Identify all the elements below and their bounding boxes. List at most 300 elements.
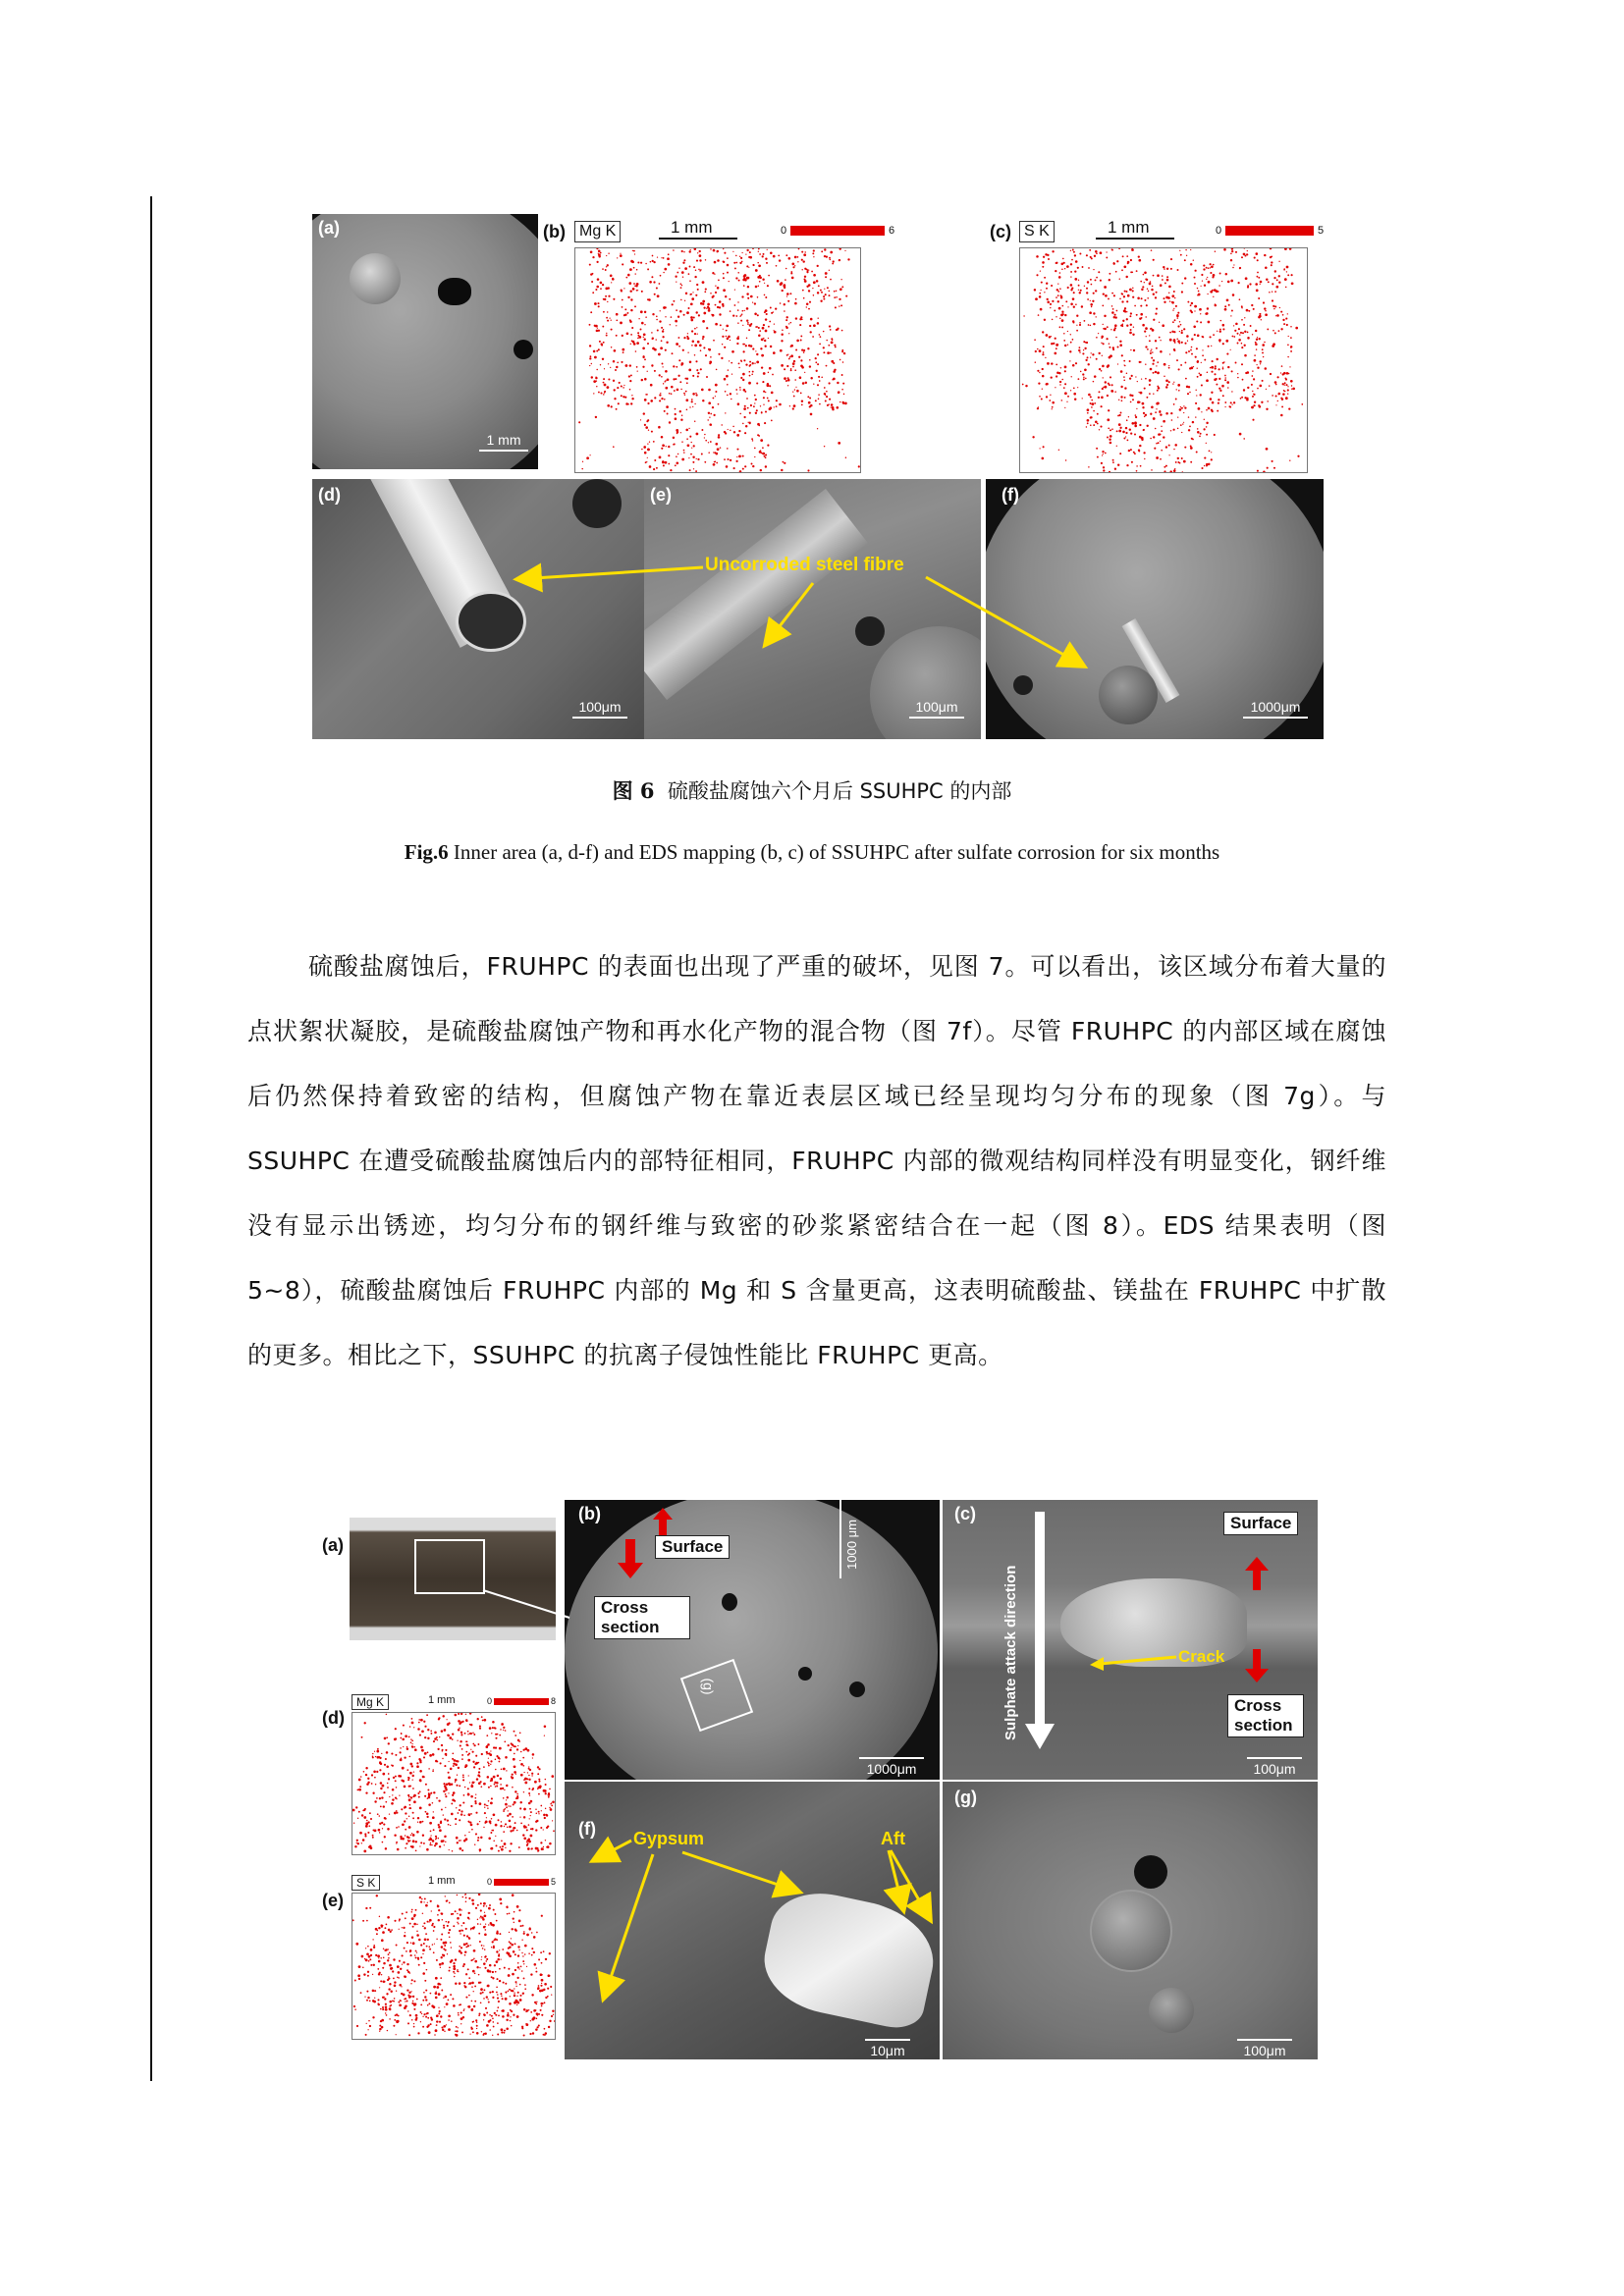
eds-dot <box>450 1825 451 1826</box>
eds-dot <box>423 1756 425 1758</box>
eds-dot <box>515 1986 516 1987</box>
eds-dot <box>687 444 690 447</box>
eds-dot <box>1272 305 1274 307</box>
eds-dot <box>1282 314 1284 316</box>
eds-dot <box>1074 270 1076 272</box>
eds-dot <box>467 1734 468 1735</box>
eds-dot <box>1079 252 1081 254</box>
eds-dot <box>727 338 730 341</box>
eds-dot <box>480 1993 482 1995</box>
eds-dot <box>552 1820 553 1821</box>
eds-dot <box>1233 336 1235 338</box>
eds-dot <box>422 1821 424 1823</box>
eds-dot <box>1088 324 1090 326</box>
eds-dot <box>508 1974 511 1977</box>
eds-dot <box>1262 344 1265 347</box>
eds-dot <box>1108 364 1110 367</box>
eds-dot <box>1274 270 1276 272</box>
eds-dot <box>686 438 688 440</box>
eds-dot <box>1252 391 1253 392</box>
eds-dot <box>1203 428 1205 430</box>
eds-dot <box>705 354 707 356</box>
eds-dot <box>662 366 663 367</box>
eds-dot <box>478 1974 480 1976</box>
eds-dot <box>798 356 800 358</box>
eds-dot <box>383 1791 385 1793</box>
eds-dot <box>736 343 738 345</box>
eds-dot <box>465 1714 466 1715</box>
eds-dot <box>596 286 599 289</box>
eds-dot <box>624 308 626 310</box>
eds-dot <box>623 351 624 353</box>
eds-dot <box>479 1728 481 1730</box>
eds-dot <box>537 1988 539 1990</box>
eds-dot <box>388 1976 389 1977</box>
eds-dot <box>1147 297 1149 299</box>
eds-dot <box>481 1956 482 1957</box>
eds-dot <box>1131 461 1133 463</box>
eds-dot <box>462 1801 464 1803</box>
eds-dot <box>1039 295 1042 298</box>
eds-dot <box>383 1824 385 1826</box>
eds-dot <box>521 1952 522 1953</box>
eds-dot <box>828 345 830 347</box>
eds-dot <box>761 411 763 413</box>
eds-dot <box>1144 282 1145 283</box>
eds-dot <box>722 336 724 338</box>
eds-dot <box>519 1995 521 1997</box>
eds-dot <box>495 2014 497 2016</box>
eds-dot <box>753 405 755 407</box>
eds-dot <box>1220 320 1221 321</box>
eds-dot <box>490 1832 492 1834</box>
eds-dot <box>395 1780 397 1782</box>
eds-dot <box>1177 384 1180 387</box>
eds-dot <box>1274 381 1277 384</box>
eds-dot <box>1123 438 1125 440</box>
eds-dot <box>488 2020 491 2023</box>
eds-dot <box>1022 384 1024 386</box>
eds-dot <box>458 1971 460 1973</box>
eds-dot <box>1195 390 1196 391</box>
eds-dot <box>603 378 605 380</box>
eds-dot <box>1280 311 1282 313</box>
eds-dot <box>769 321 771 323</box>
eds-dot <box>780 349 783 352</box>
eds-dot <box>406 1836 408 1838</box>
fig6-d-scalebar <box>572 699 627 719</box>
eds-dot <box>821 292 823 294</box>
eds-dot <box>667 378 670 381</box>
eds-dot <box>1064 383 1066 385</box>
eds-dot <box>738 362 740 364</box>
eds-dot <box>406 2001 408 2002</box>
eds-dot <box>379 2031 380 2032</box>
eds-dot <box>755 412 757 414</box>
eds-dot <box>1079 322 1081 324</box>
eds-dot <box>394 1981 396 1983</box>
eds-dot <box>404 1756 406 1758</box>
eds-dot <box>366 1820 368 1822</box>
eds-dot <box>433 1951 435 1953</box>
eds-dot <box>369 1845 372 1848</box>
eds-dot <box>820 336 822 338</box>
eds-dot <box>697 372 699 374</box>
eds-dot <box>765 330 768 333</box>
eds-dot <box>688 457 689 458</box>
eds-dot <box>429 1919 432 1922</box>
eds-dot <box>406 1842 407 1844</box>
eds-dot <box>544 1983 547 1986</box>
eds-dot <box>397 1965 400 1968</box>
eds-dot <box>1061 326 1063 328</box>
eds-dot <box>455 1782 456 1783</box>
eds-dot <box>486 2012 488 2014</box>
eds-dot <box>1166 384 1168 386</box>
eds-dot <box>1204 419 1205 420</box>
eds-dot <box>433 1769 434 1770</box>
eds-dot <box>458 1923 460 1925</box>
eds-dot <box>504 1740 506 1742</box>
eds-dot <box>1129 360 1131 362</box>
eds-dot <box>411 1917 414 1920</box>
eds-dot <box>1170 258 1172 260</box>
eds-dot <box>1172 383 1173 384</box>
eds-dot <box>399 1794 400 1795</box>
eds-dot <box>514 1731 515 1733</box>
eds-dot <box>449 1902 451 1904</box>
eds-dot <box>545 1808 546 1809</box>
eds-dot <box>531 1828 533 1830</box>
eds-dot <box>1174 342 1176 344</box>
eds-dot <box>796 390 799 393</box>
eds-dot <box>412 1996 414 1998</box>
eds-dot <box>374 1830 377 1833</box>
eds-dot <box>1051 285 1053 287</box>
eds-dot <box>659 320 661 322</box>
eds-dot <box>519 1801 521 1803</box>
eds-dot <box>480 1909 482 1911</box>
eds-dot <box>668 263 671 266</box>
eds-dot <box>1093 424 1095 426</box>
eds-dot <box>1179 462 1181 464</box>
eds-dot <box>1070 284 1073 287</box>
eds-dot <box>670 469 672 471</box>
eds-dot <box>415 1909 417 1911</box>
eds-dot <box>374 1800 376 1802</box>
eds-dot <box>1200 321 1202 323</box>
eds-dot <box>781 364 784 367</box>
eds-dot <box>498 2014 500 2016</box>
eds-dot <box>629 319 631 321</box>
eds-dot <box>1110 435 1112 438</box>
eds-dot <box>803 351 805 353</box>
eds-dot <box>738 430 740 432</box>
eds-dot <box>364 1833 366 1835</box>
eds-dot <box>534 1963 537 1966</box>
eds-dot <box>358 1811 360 1813</box>
eds-dot <box>1059 381 1061 383</box>
eds-dot <box>712 314 715 317</box>
eds-dot <box>1088 363 1090 365</box>
eds-dot <box>476 2028 477 2029</box>
eds-dot <box>757 262 759 264</box>
eds-dot <box>768 326 770 328</box>
eds-dot <box>1067 306 1068 307</box>
eds-dot <box>382 1785 385 1788</box>
eds-dot <box>590 355 592 357</box>
eds-dot <box>776 265 778 267</box>
eds-dot <box>1145 363 1146 364</box>
eds-dot <box>438 1909 440 1911</box>
eds-dot <box>1265 367 1268 370</box>
eds-dot <box>517 1745 518 1746</box>
eds-dot <box>1261 319 1262 320</box>
eds-dot <box>497 2034 499 2036</box>
eds-dot <box>528 1841 531 1843</box>
eds-dot <box>712 296 714 298</box>
eds-dot <box>717 287 720 290</box>
eds-dot <box>496 1978 498 1980</box>
eds-dot <box>437 1739 438 1740</box>
eds-dot <box>1112 461 1114 463</box>
eds-dot <box>683 393 685 395</box>
eds-dot <box>385 2006 388 2009</box>
eds-dot <box>474 1843 475 1844</box>
eds-dot <box>501 1821 503 1823</box>
eds-dot <box>1061 400 1063 401</box>
eds-dot <box>475 1812 477 1814</box>
fig7-c-label: (c) <box>954 1504 976 1523</box>
eds-dot <box>367 1832 369 1834</box>
eds-dot <box>482 1720 484 1722</box>
eds-dot <box>605 288 608 291</box>
eds-dot <box>603 394 605 396</box>
eds-dot <box>790 322 792 324</box>
eds-dot <box>507 1913 509 1915</box>
eds-dot <box>410 1996 412 1998</box>
eds-dot <box>628 375 630 377</box>
eds-dot <box>466 1935 468 1937</box>
eds-dot <box>444 1836 446 1838</box>
eds-dot <box>1169 332 1171 334</box>
eds-dot <box>1214 378 1217 381</box>
eds-dot <box>523 1837 526 1840</box>
eds-dot <box>1111 384 1113 386</box>
eds-dot <box>1277 376 1279 378</box>
eds-dot <box>363 1850 366 1853</box>
eds-dot <box>418 1939 421 1942</box>
eds-dot <box>430 1993 432 1995</box>
eds-dot <box>398 1775 401 1778</box>
eds-dot <box>501 1959 502 1960</box>
eds-dot <box>408 1798 411 1801</box>
eds-dot <box>1076 330 1078 332</box>
eds-dot <box>522 1765 524 1767</box>
eds-dot <box>500 1902 502 1904</box>
eds-dot <box>665 387 668 390</box>
eds-dot <box>1195 402 1197 404</box>
eds-dot <box>829 382 831 384</box>
eds-dot <box>645 316 647 318</box>
eds-dot <box>673 437 675 439</box>
eds-dot <box>1086 342 1088 344</box>
eds-dot <box>1130 324 1132 326</box>
eds-dot <box>388 1957 390 1959</box>
eds-dot <box>421 1730 424 1733</box>
eds-dot <box>402 1963 403 1964</box>
eds-dot <box>692 406 693 407</box>
eds-dot <box>1260 281 1263 284</box>
eds-dot <box>428 1793 431 1796</box>
eds-dot <box>431 2004 434 2007</box>
eds-dot <box>1219 329 1221 331</box>
eds-dot <box>523 1772 524 1773</box>
eds-dot <box>1190 461 1192 463</box>
eds-dot <box>801 400 803 401</box>
eds-dot <box>378 1957 379 1958</box>
eds-dot <box>1222 328 1224 330</box>
eds-dot <box>512 1787 514 1789</box>
eds-dot <box>608 252 609 253</box>
eds-dot <box>763 253 765 255</box>
eds-dot <box>1149 393 1151 395</box>
fig6-b-legend-min: 0 <box>781 225 787 237</box>
eds-dot <box>373 1947 375 1949</box>
eds-dot <box>483 1989 485 1991</box>
eds-dot <box>727 384 729 386</box>
eds-dot <box>481 2031 482 2032</box>
eds-dot <box>435 1836 437 1838</box>
eds-dot <box>1161 450 1163 452</box>
eds-dot <box>421 2013 422 2014</box>
eds-dot <box>507 2012 509 2014</box>
eds-dot <box>453 2004 456 2007</box>
eds-dot <box>1208 281 1211 284</box>
eds-dot <box>1166 279 1169 282</box>
eds-dot <box>366 1783 369 1786</box>
eds-dot <box>841 401 843 403</box>
eds-dot <box>1143 429 1144 430</box>
eds-dot <box>1135 414 1137 416</box>
eds-dot <box>829 399 831 400</box>
eds-dot <box>1130 349 1131 350</box>
eds-dot <box>1210 398 1213 400</box>
eds-dot <box>1197 288 1198 289</box>
eds-dot <box>413 1800 416 1803</box>
eds-dot <box>1211 392 1213 394</box>
eds-dot <box>536 1813 538 1815</box>
eds-dot <box>596 380 598 382</box>
eds-dot <box>460 1804 461 1806</box>
eds-dot <box>1073 393 1076 396</box>
eds-dot <box>726 325 729 328</box>
eds-dot <box>449 1929 451 1931</box>
eds-dot <box>506 1799 507 1800</box>
eds-dot <box>470 2027 472 2029</box>
eds-dot <box>1072 249 1074 251</box>
eds-dot <box>1060 367 1061 368</box>
fig7-panel-e <box>350 1875 556 2040</box>
eds-dot <box>379 2025 381 2027</box>
eds-dot <box>778 255 780 257</box>
eds-dot <box>512 1816 514 1818</box>
eds-dot <box>1075 303 1077 305</box>
eds-dot <box>402 1954 404 1956</box>
eds-dot <box>419 1759 421 1761</box>
eds-dot <box>723 248 724 249</box>
eds-dot <box>671 316 673 318</box>
eds-dot <box>432 1816 435 1819</box>
eds-dot <box>748 267 749 268</box>
eds-dot <box>499 1968 501 1970</box>
eds-dot <box>387 2030 388 2031</box>
eds-dot <box>744 432 746 434</box>
eds-dot <box>419 1780 421 1782</box>
eds-dot <box>701 454 703 455</box>
eds-dot <box>407 1777 409 1779</box>
eds-dot <box>479 1941 481 1943</box>
eds-dot <box>769 367 772 370</box>
eds-dot <box>355 1806 357 1808</box>
eds-dot <box>713 340 715 342</box>
eds-dot <box>677 316 679 318</box>
eds-dot <box>473 2021 474 2022</box>
eds-dot <box>817 292 819 294</box>
eds-dot <box>787 353 788 354</box>
eds-dot <box>356 1840 358 1842</box>
eds-dot <box>841 286 843 288</box>
eds-dot <box>718 436 721 439</box>
eds-dot <box>1267 328 1269 330</box>
eds-dot <box>436 1939 437 1940</box>
eds-dot <box>1253 308 1255 310</box>
eds-dot <box>643 355 645 357</box>
eds-dot <box>1264 254 1266 256</box>
eds-dot <box>372 2016 374 2018</box>
eds-dot <box>420 1842 422 1843</box>
eds-dot <box>832 408 834 410</box>
eds-dot <box>603 382 605 384</box>
eds-dot <box>1095 250 1098 253</box>
eds-dot <box>740 314 741 315</box>
eds-dot <box>833 378 836 381</box>
eds-dot <box>707 306 709 308</box>
eds-dot <box>419 1770 422 1773</box>
eds-dot <box>514 1994 515 1996</box>
eds-dot <box>1131 375 1133 377</box>
eds-dot <box>422 1949 425 1951</box>
eds-dot <box>468 1775 469 1776</box>
eds-dot <box>443 1927 445 1929</box>
eds-dot <box>1087 412 1089 414</box>
eds-dot <box>600 343 602 345</box>
eds-dot <box>831 406 832 407</box>
eds-dot <box>764 294 766 296</box>
eds-dot <box>1124 291 1126 293</box>
eds-dot <box>365 1959 368 1962</box>
eds-dot <box>461 1758 463 1760</box>
eds-dot <box>1247 337 1250 340</box>
eds-dot <box>1152 363 1154 365</box>
eds-dot <box>1067 345 1068 346</box>
eds-dot <box>1175 399 1177 400</box>
eds-dot <box>402 1913 404 1915</box>
eds-dot <box>424 1726 426 1728</box>
eds-dot <box>1116 260 1118 262</box>
eds-dot <box>1150 438 1152 440</box>
eds-dot <box>1075 260 1078 263</box>
